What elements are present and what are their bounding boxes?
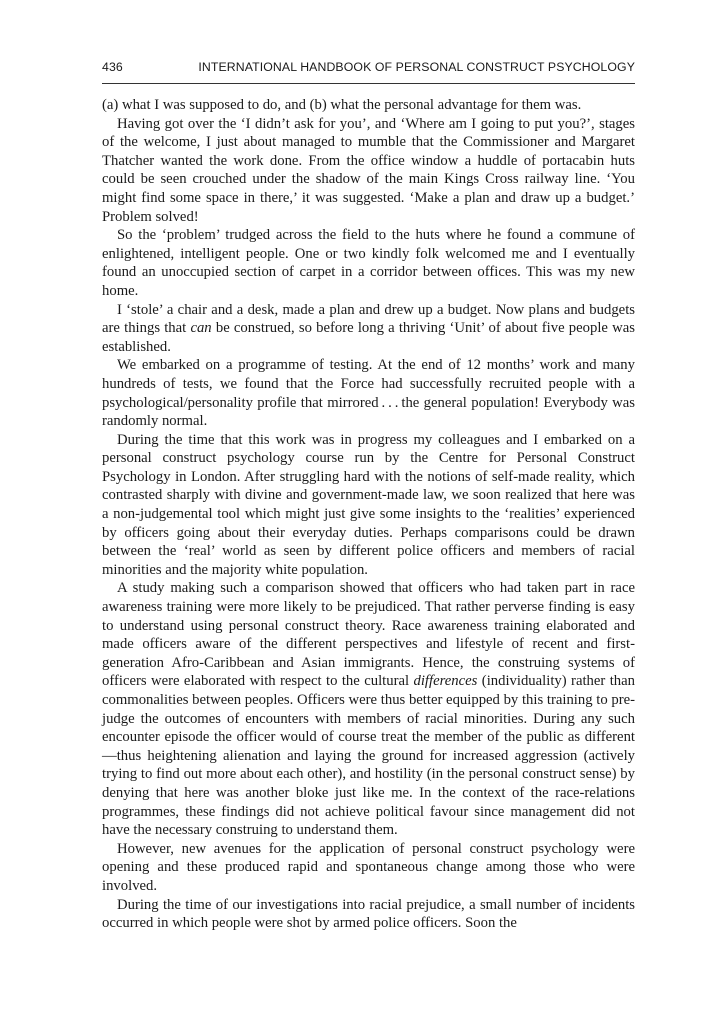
page-number: 436 (102, 60, 123, 74)
paragraph-2: Having got over the ‘I didn’t ask for you’, and ‘Where am I going to put you?’, stages of the welcome, I just about managed to mumble that the Commissioner and Margaret Thatcher wanted the work done. From the office window a huddle of portacabin huts could be seen crouched under the shadow of the main Kings Cross railway line. ‘You might find some space in there,’ it was suggested. ‘Make a plan and draw up a budget.’ Problem solved! (102, 115, 635, 225)
paragraph-4 (102, 301, 635, 357)
body-text (102, 96, 635, 933)
emphasis-can: can (190, 320, 212, 337)
paragraph-3: So the ‘problem’ trudged across the field to the huts where he found a commune of enlightened, intelligent people. One or two kindly folk welcomed me and I eventually found an unoccupied section of carpet in a corridor between offices. This was my new home. (102, 227, 635, 299)
paragraph-1: (a) what I was supposed to do, and (b) what the personal advantage for them was. (102, 97, 582, 113)
running-header (102, 60, 635, 84)
paragraph-4-part-2: be construed, so before long a thriving ‘Unit’ of about five people was established. (102, 320, 635, 355)
running-title: INTERNATIONAL HANDBOOK OF PERSONAL CONSTRUCT PSYCHOLOGY (198, 60, 635, 74)
paragraph-9: During the time of our investigations into racial prejudice, a small number of incidents occurred in which people were shot by armed police officers. Soon the (102, 896, 635, 932)
book-page (102, 60, 635, 933)
paragraph-7-part-2: (individuality) rather than commonalities between peoples. Officers were thus better equipped by this training to pre-judge the outcomes of encounters with members of racial minorities. During any such encounter episode the officer would of course treat the member of the public as different—thus heightening alienation and laying the ground for increased aggression (actively trying to find out more about each other), and hostility (in the personal construct sense) by denying that here was another bloke just like me. In the context of the race-relations programmes, these findings did not achieve political favour since management did not have the necessary construing to understand them. (102, 673, 635, 839)
paragraph-7 (102, 579, 635, 839)
paragraph-7-part-1: A study making such a comparison showed that officers who had taken part in race awareness training were more likely to be prejudiced. That rather perverse finding is easy to understand using personal construct theory. Race awareness training elaborated and made officers aware of the different perspectives and lifestyle of recent and first-generation Afro-Caribbean and Asian immigrants. Hence, the construing systems of officers were elaborated with respect to the cultural (102, 580, 635, 690)
emphasis-differences: differences (413, 673, 478, 690)
paragraph-8: However, new avenues for the application of personal construct psychology were opening and these produced rapid and spontaneous change among those who were involved. (102, 840, 635, 894)
paragraph-4-part-1: I ‘stole’ a chair and a desk, made a plan and drew up a budget. Now plans and budgets are things that (102, 301, 635, 337)
paragraph-6: During the time that this work was in progress my colleagues and I embarked on a personal construct psychology course run by the Centre for Personal Construct Psychology in London. After struggling hard with the notions of self-made reality, which contrasted sharply with divine and government-made law, we soon realized that here was a non-judgemental tool which might just give some insights to the ‘realities’ experienced by officers going about their everyday duties. Perhaps comparisons could be drawn between the ‘real’ world as seen by different police officers and members of racial minorities and the majority white population. (102, 431, 635, 578)
paragraph-5: We embarked on a programme of testing. At the end of 12 months’ work and many hundreds of tests, we found that the Force had successfully recruited people with a psychological/personality profile that mirrored . . . the general population! Everybody was randomly normal. (102, 357, 635, 430)
